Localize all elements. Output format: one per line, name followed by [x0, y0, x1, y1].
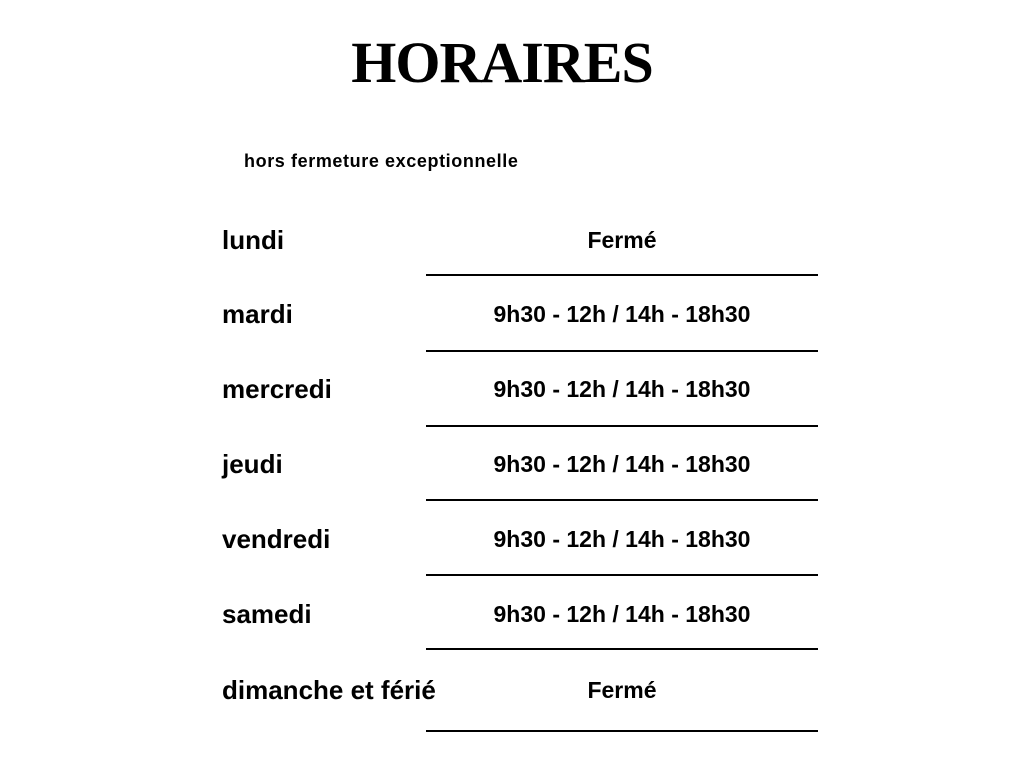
hours-value: 9h30 - 12h / 14h - 18h30	[493, 451, 751, 477]
row-divider	[426, 574, 818, 576]
page-subtitle: hors fermeture exceptionnelle	[244, 151, 519, 171]
schedule-row	[0, 596, 1024, 636]
day-label: mardi	[222, 299, 293, 329]
hours-value: 9h30 - 12h / 14h - 18h30	[493, 601, 751, 627]
day-label: dimanche et férié	[222, 675, 436, 705]
row-divider	[426, 648, 818, 650]
row-divider	[426, 274, 818, 276]
day-label: samedi	[222, 599, 312, 629]
page-title: HORAIRES	[351, 30, 653, 95]
hours-value: 9h30 - 12h / 14h - 18h30	[493, 301, 751, 327]
schedule-row	[0, 446, 1024, 486]
schedule-row	[0, 672, 1024, 712]
hours-value: Fermé	[587, 227, 657, 253]
schedule-row	[0, 222, 1024, 262]
day-label: vendredi	[222, 524, 331, 554]
row-divider	[426, 425, 818, 427]
day-label: mercredi	[222, 374, 332, 404]
row-divider	[426, 350, 818, 352]
hours-value: 9h30 - 12h / 14h - 18h30	[493, 376, 751, 402]
row-divider	[426, 730, 818, 732]
schedule-row	[0, 296, 1024, 336]
hours-value: Fermé	[587, 677, 657, 703]
schedule-row	[0, 521, 1024, 561]
schedule-row	[0, 371, 1024, 411]
day-label: lundi	[222, 225, 285, 255]
hours-value: 9h30 - 12h / 14h - 18h30	[493, 526, 751, 552]
row-divider	[426, 499, 818, 501]
day-label: jeudi	[222, 449, 283, 479]
